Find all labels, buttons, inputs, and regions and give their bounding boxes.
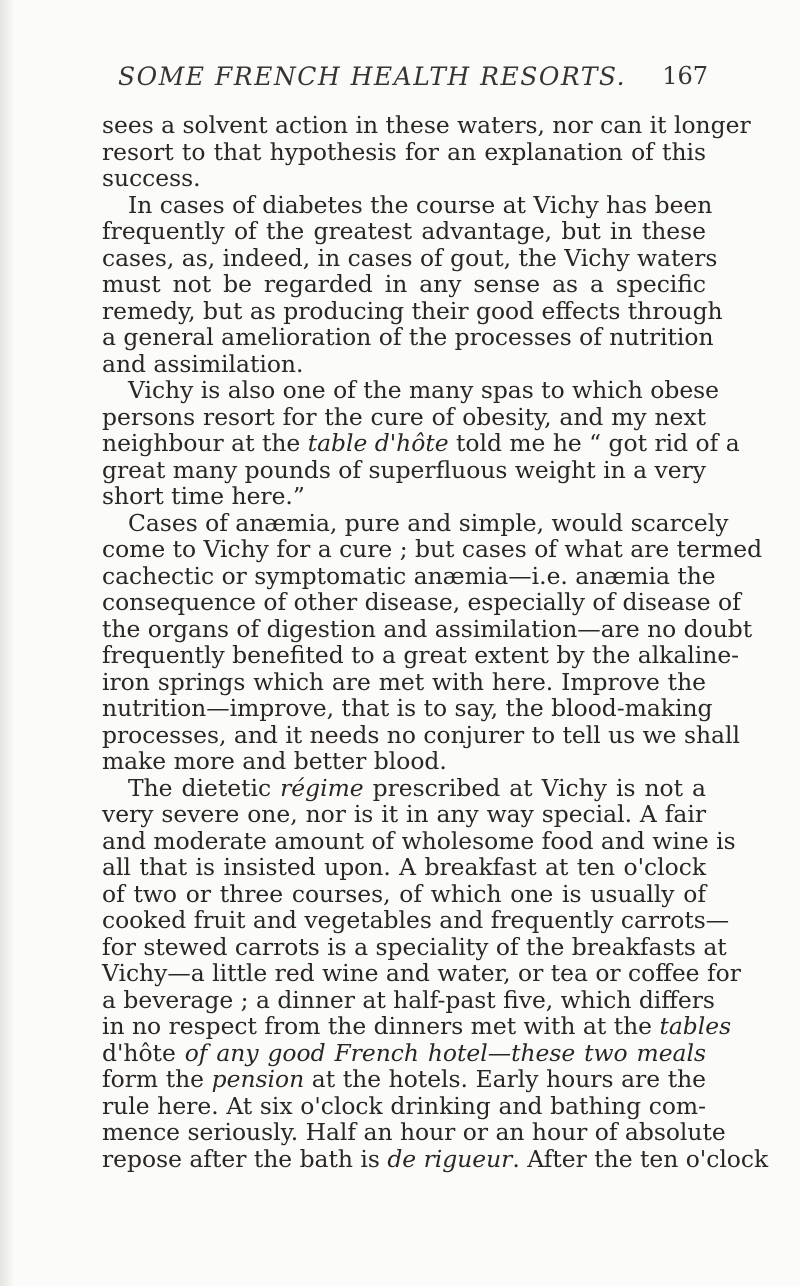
text-segment: cooked fruit and vegetables and frequently carrots— <box>102 906 730 934</box>
text-segment: very severe one, nor is it in any way special. A fair <box>102 800 706 828</box>
italic-segment: de rigueur <box>387 1144 513 1173</box>
text-line <box>102 508 729 537</box>
text-line <box>102 588 741 616</box>
text-line <box>102 881 706 908</box>
text-line <box>102 218 706 245</box>
text-segment: frequently benefited to a great extent by the alkaline- <box>102 641 740 669</box>
text-line <box>102 854 706 881</box>
text-segment: prescribed at Vichy is not a <box>363 773 706 802</box>
text-segment: Vichy is also one of the many spas to which obese <box>128 376 720 404</box>
text-line <box>102 139 706 166</box>
text-line <box>102 1066 706 1093</box>
text-line <box>102 296 723 325</box>
text-segment: and assimilation. <box>102 349 304 378</box>
text-line <box>102 641 740 669</box>
text-segment: Cases of anæmia, pure and simple, would scarcely <box>128 508 729 537</box>
italic-segment: tables <box>659 1012 732 1040</box>
text-line <box>102 614 753 643</box>
text-line <box>102 535 763 563</box>
text-line <box>102 720 740 749</box>
text-line <box>102 748 706 775</box>
text-segment: cases, as, indeed, in cases of gout, the Vichy waters <box>102 243 718 272</box>
text-segment: and moderate amount of wholesome food and wine is <box>102 826 736 855</box>
text-segment: . After the ten o'clock <box>512 1144 769 1173</box>
text-line <box>102 111 751 139</box>
text-line <box>102 775 706 802</box>
text-line <box>102 429 740 457</box>
text-segment: in no respect from the dinners met with at the <box>102 1012 660 1040</box>
text-segment: a beverage ; a dinner at half-past five, which differs <box>102 985 715 1014</box>
text-segment: at the hotels. Early hours are the <box>304 1065 706 1093</box>
text-segment: repose after the bath is <box>102 1144 388 1173</box>
text-segment: remedy, but as producing their good effects through <box>102 296 723 325</box>
text-segment: neighbour at the <box>102 429 308 457</box>
text-line <box>102 694 713 722</box>
text-segment: make more and better blood. <box>102 747 447 775</box>
text-segment: iron springs which are met with here. Improve the <box>102 667 706 696</box>
text-segment: consequence of other disease, especially of disease of <box>102 588 741 616</box>
text-line <box>102 323 714 351</box>
body-text <box>102 111 769 1173</box>
text-line <box>102 457 706 484</box>
text-line <box>102 801 706 828</box>
text-segment: must not be regarded in any sense as a specific <box>102 270 706 298</box>
text-segment: resort to that hypothesis for an explanation of this <box>102 137 706 166</box>
text-line <box>102 483 706 510</box>
text-line <box>102 959 741 987</box>
text-line <box>102 1012 732 1040</box>
text-segment: d'hôte <box>102 1038 176 1067</box>
text-segment: for stewed carrots is a speciality of the breakfasts at <box>102 932 727 961</box>
running-head <box>118 62 708 102</box>
text-line <box>102 351 706 378</box>
italic-segment: régime <box>280 773 364 802</box>
text-segment: success. <box>102 164 201 192</box>
text-line <box>102 932 727 961</box>
text-segment: rule here. At six o'clock drinking and bathing com- <box>102 1091 706 1120</box>
text-segment: sees a solvent action in these waters, nor can it longer <box>102 111 751 139</box>
text-segment: nutrition—improve, that is to say, the blood-making <box>102 694 713 722</box>
text-segment: processes, and it needs no conjurer to tell us we shall <box>102 720 740 749</box>
italic-segment: of any good French hotel—these two meals <box>175 1038 706 1067</box>
text-line <box>102 669 706 696</box>
text-segment: great many pounds of superfluous weight in a very <box>102 455 706 484</box>
text-segment: persons resort for the cure of obesity, and my next <box>102 402 706 431</box>
text-segment: told me he “ got rid of a <box>448 429 740 457</box>
text-segment: The dietetic <box>128 773 281 802</box>
text-segment: the organs of digestion and assimilation—are no doubt <box>102 614 753 643</box>
text-line <box>102 1118 726 1146</box>
text-segment: short time here.” <box>102 482 305 510</box>
text-segment: form the <box>102 1065 212 1093</box>
text-line <box>102 906 730 934</box>
text-line <box>102 165 706 192</box>
text-line <box>102 404 706 431</box>
text-segment: come to Vichy for a cure ; but cases of what are termed <box>102 535 763 563</box>
text-line <box>102 1144 769 1173</box>
text-segment: mence seriously. Half an hour or an hour of absolute <box>102 1118 726 1146</box>
text-line <box>102 826 736 855</box>
text-segment: In cases of diabetes the course at Vichy has been <box>128 190 713 219</box>
text-line <box>102 561 716 590</box>
text-line <box>102 190 713 219</box>
text-segment: cachectic or symptomatic anæmia—i.e. anæmia the <box>102 561 716 590</box>
text-segment: frequently of the greatest advantage, but in these <box>102 217 706 245</box>
text-line <box>102 1093 706 1120</box>
text-line <box>102 271 706 298</box>
text-line <box>102 376 720 404</box>
text-segment: all that is insisted upon. A breakfast at ten o'clock <box>102 853 706 881</box>
text-segment: Vichy—a little red wine and water, or tea or coffee for <box>102 959 741 987</box>
text-line <box>102 243 718 272</box>
italic-segment: pension <box>211 1065 305 1093</box>
page-gutter-shadow <box>0 0 14 1286</box>
text-line <box>102 1040 706 1067</box>
page-number: 167 <box>662 62 708 90</box>
running-head-title: SOME FRENCH HEALTH RESORTS. <box>118 62 627 91</box>
text-segment: of two or three courses, of which one is usually of <box>102 879 706 908</box>
text-segment: a general amelioration of the processes of nutrition <box>102 323 714 351</box>
text-line <box>102 985 715 1014</box>
italic-segment: table d'hôte <box>307 429 449 457</box>
